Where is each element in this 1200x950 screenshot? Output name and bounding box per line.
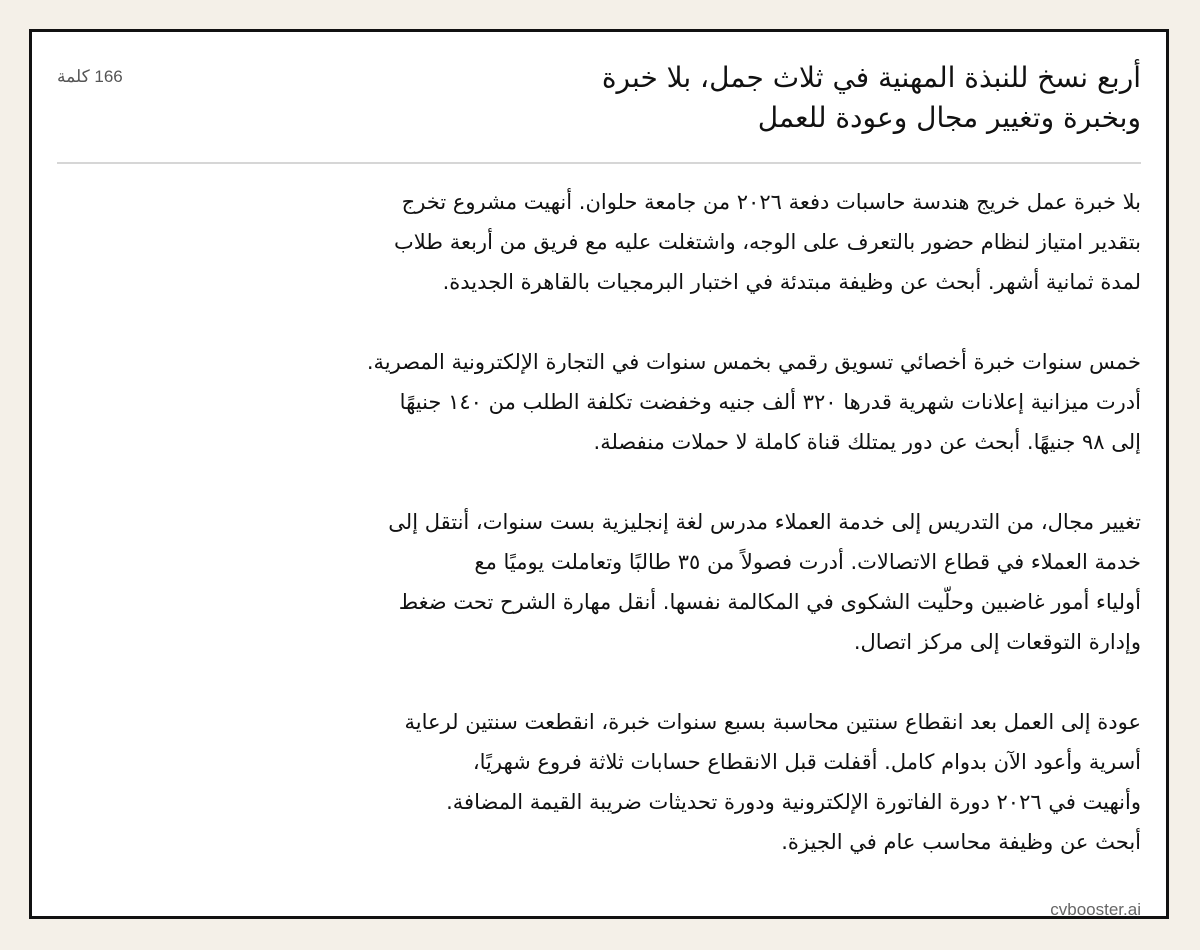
- summary-versions: [241, 182, 1141, 902]
- brand-watermark: cvbooster.ai: [1050, 900, 1141, 919]
- summary-return-to-work: عودة إلى العمل بعد انقطاع سنتين محاسبة بسبع سنوات خبرة، انقطعت سنتين لرعاية أسرية وأعود الآن بدوام كامل. أقفلت قبل الانقطاع حسابات ثلاثة فروع شهريًا، وأنهيت في ٢٠٢٦ دورة الفاتورة الإلكترونية ودورة تحديثات ضريبة القيمة المضافة. أبحث عن وظيفة محاسب عام في الجيزة.: [404, 710, 1141, 854]
- document-title: أربع نسخ للنبذة المهنية في ثلاث جمل، بلا خبرة وبخبرة وتغيير مجال وعودة للعمل: [601, 61, 1141, 134]
- document-header: [57, 58, 1141, 164]
- summary-career-change: تغيير مجال، من التدريس إلى خدمة العملاء مدرس لغة إنجليزية بست سنوات، أنتقل إلى خدمة العملاء في قطاع الاتصالات. أدرت فصولاً من ٣٥ طالبًا وتعاملت يوميًا مع أولياء أمور غاضبين وحلّيت الشكوى في المكالمة نفسها. أنقل مهارة الشرح تحت ضغط وإدارة التوقعات إلى مركز اتصال.: [388, 510, 1141, 654]
- word-count: 166 كلمة: [57, 67, 123, 86]
- document-card: [29, 29, 1169, 919]
- summary-experienced: خمس سنوات خبرة أخصائي تسويق رقمي بخمس سنوات في التجارة الإلكترونية المصرية. أدرت ميزانية إعلانات شهرية قدرها ٣٢٠ ألف جنيه وخفضت تكلفة الطلب من ١٤٠ جنيهًا إلى ٩٨ جنيهًا. أبحث عن دور يمتلك قناة كاملة لا حملات منفصلة.: [366, 350, 1141, 454]
- summary-no-experience: بلا خبرة عمل خريج هندسة حاسبات دفعة ٢٠٢٦ من جامعة حلوان. أنهيت مشروع تخرج بتقدير امتياز لنظام حضور بالتعرف على الوجه، واشتغلت عليه مع فريق من أربعة طلاب لمدة ثمانية أشهر. أبحث عن وظيفة مبتدئة في اختبار البرمجيات بالقاهرة الجديدة.: [394, 190, 1141, 294]
